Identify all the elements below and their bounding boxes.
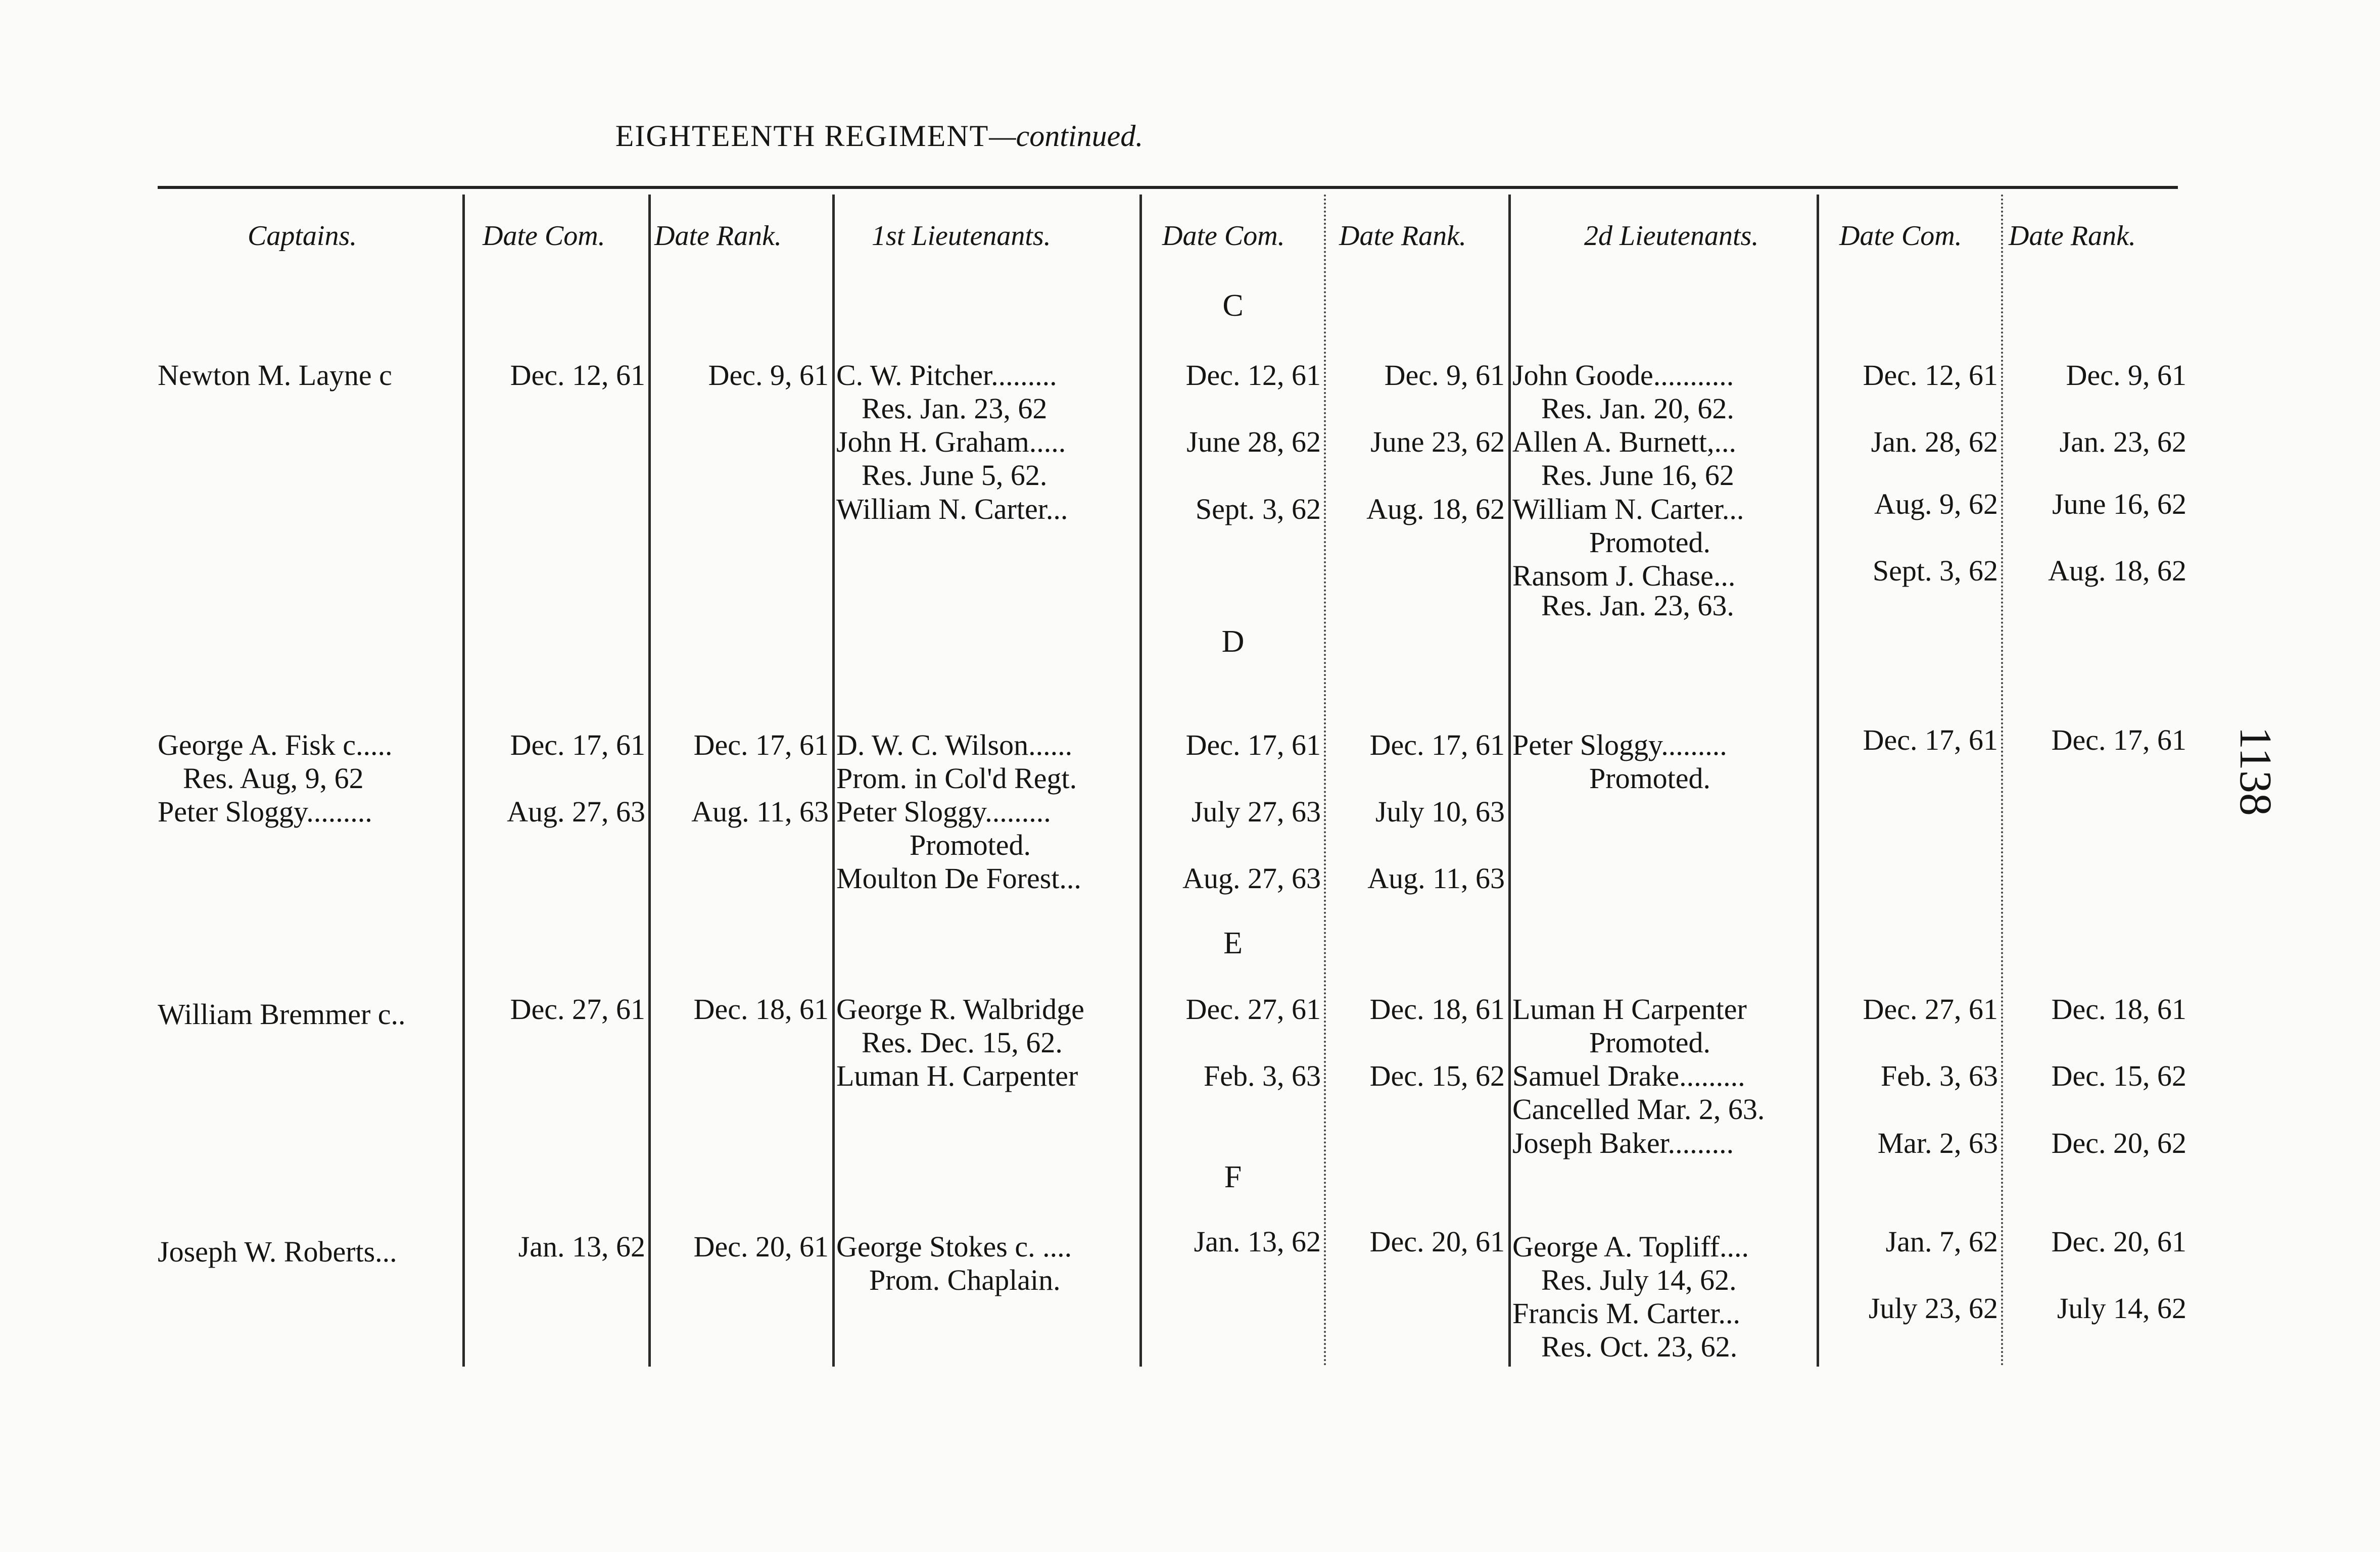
captain-name: Newton M. Layne c <box>158 359 392 392</box>
date-rank: Dec. 9, 61 <box>2066 359 2186 392</box>
page-title <box>0 119 1758 154</box>
date-com: Aug. 9, 62 <box>1874 488 1998 520</box>
captain-note: Res. Aug, 9, 62 <box>183 762 364 795</box>
date-com: Dec. 12, 61 <box>510 359 645 392</box>
second-lieutenant-note: Cancelled Mar. 2, 63. <box>1512 1093 1765 1126</box>
lieutenant-note: Promoted. <box>910 829 1031 861</box>
date-com: Jan. 7, 62 <box>1885 1225 1998 1258</box>
header-date-com: Date Com. <box>1162 220 1285 252</box>
lieutenant-name: Moulton De Forest... <box>836 862 1081 895</box>
lieutenant-note: Prom. Chaplain. <box>869 1264 1061 1296</box>
date-com: Dec. 27, 61 <box>510 993 645 1026</box>
second-lieutenant-note: Promoted. <box>1589 1026 1711 1059</box>
column-divider <box>832 195 835 1367</box>
date-rank: Dec. 18, 61 <box>2051 993 2186 1026</box>
header-date-com: Date Com. <box>483 220 605 252</box>
date-rank: Dec. 17, 61 <box>2051 723 2186 756</box>
title-continued: —continued. <box>989 119 1144 153</box>
date-com: Aug. 27, 63 <box>1182 862 1321 895</box>
captain-name: George A. Fisk c..... <box>158 729 393 761</box>
second-lieutenant-name: Peter Sloggy......... <box>1512 729 1727 761</box>
lieutenant-name: George R. Walbridge <box>836 993 1084 1026</box>
lieutenant-name: Luman H. Carpenter <box>836 1059 1078 1092</box>
second-lieutenant-note: Promoted. <box>1589 526 1711 559</box>
date-com: Jan. 28, 62 <box>1871 425 1998 458</box>
date-rank: Dec. 18, 61 <box>1369 993 1505 1026</box>
date-rank: June 23, 62 <box>1370 425 1505 458</box>
second-lieutenant-name: Samuel Drake......... <box>1512 1059 1745 1092</box>
second-lieutenant-name: Allen A. Burnett,... <box>1512 425 1737 458</box>
lieutenant-note: Res. Dec. 15, 62. <box>862 1026 1063 1059</box>
date-com: Sept. 3, 62 <box>1195 493 1321 525</box>
date-rank: Dec. 15, 62 <box>1369 1059 1505 1092</box>
date-rank: Aug. 18, 62 <box>1366 493 1505 525</box>
date-rank: Dec. 20, 62 <box>2051 1127 2186 1159</box>
date-rank: July 14, 62 <box>2057 1292 2186 1325</box>
date-rank: Dec. 20, 61 <box>1369 1225 1505 1258</box>
date-com: Sept. 3, 62 <box>1872 554 1998 587</box>
header-second-lieutenants: 2d Lieutenants. <box>1584 220 1759 252</box>
date-rank: Aug. 18, 62 <box>2048 554 2186 587</box>
date-rank: Dec. 17, 61 <box>693 729 829 761</box>
second-lieutenant-name: Luman H Carpenter <box>1512 993 1747 1026</box>
header-captains: Captains. <box>248 220 357 252</box>
second-lieutenant-note: Res. Jan. 23, 63. <box>1541 589 1734 622</box>
lieutenant-name: William N. Carter... <box>836 493 1068 525</box>
column-divider <box>1324 195 1326 1367</box>
date-rank: Dec. 9, 61 <box>1384 359 1505 392</box>
column-divider <box>648 195 651 1367</box>
second-lieutenant-name: Joseph Baker......... <box>1512 1127 1734 1159</box>
lieutenant-name: D. W. C. Wilson...... <box>836 729 1073 761</box>
second-lieutenant-name: George A. Topliff.... <box>1512 1230 1749 1263</box>
second-lieutenant-name: William N. Carter... <box>1512 493 1744 525</box>
header-date-com: Date Com. <box>1839 220 1962 252</box>
header-date-rank: Date Rank. <box>2009 220 2136 252</box>
captain-name: Joseph W. Roberts... <box>158 1235 397 1268</box>
date-com: Dec. 27, 61 <box>1863 993 1998 1026</box>
date-com: Mar. 2, 63 <box>1877 1127 1998 1159</box>
second-lieutenant-name: John Goode........... <box>1512 359 1734 392</box>
second-lieutenant-note: Res. Oct. 23, 62. <box>1541 1330 1738 1363</box>
header-date-rank: Date Rank. <box>654 220 782 252</box>
column-divider <box>2001 195 2003 1367</box>
date-com: Dec. 27, 61 <box>1185 993 1321 1026</box>
date-rank: Aug. 11, 63 <box>691 795 829 828</box>
second-lieutenant-note: Res. July 14, 62. <box>1541 1264 1737 1296</box>
date-rank: Dec. 20, 61 <box>2051 1225 2186 1258</box>
date-com: Jan. 13, 62 <box>518 1230 645 1263</box>
lieutenant-name: Peter Sloggy......... <box>836 795 1051 828</box>
date-com: Jan. 13, 62 <box>1194 1225 1321 1258</box>
company-letter: D <box>1221 624 1245 659</box>
column-divider <box>1508 195 1511 1367</box>
date-com: Dec. 12, 61 <box>1863 359 1998 392</box>
header-first-lieutenants: 1st Lieutenants. <box>872 220 1051 252</box>
lieutenant-name: C. W. Pitcher......... <box>836 359 1057 392</box>
title-main: EIGHTEENTH REGIMENT <box>615 119 989 153</box>
second-lieutenant-name: Ransom J. Chase... <box>1512 559 1736 592</box>
column-divider <box>1139 195 1142 1367</box>
captain-name: William Bremmer c.. <box>158 998 406 1031</box>
date-rank: Jan. 23, 62 <box>2059 425 2186 458</box>
lieutenant-name: George Stokes c. .... <box>836 1230 1072 1263</box>
date-com: Dec. 17, 61 <box>1863 723 1998 756</box>
lieutenant-note: Prom. in Col'd Regt. <box>836 762 1077 795</box>
date-rank: Dec. 18, 61 <box>693 993 829 1026</box>
date-rank: Dec. 20, 61 <box>693 1230 829 1263</box>
date-com: Aug. 27, 63 <box>507 795 645 828</box>
date-rank: Dec. 17, 61 <box>1369 729 1505 761</box>
second-lieutenant-name: Francis M. Carter... <box>1512 1297 1741 1330</box>
second-lieutenant-note: Promoted. <box>1589 762 1711 795</box>
date-rank: Dec. 15, 62 <box>2051 1059 2186 1092</box>
date-com: July 27, 63 <box>1191 795 1321 828</box>
date-rank: July 10, 63 <box>1375 795 1505 828</box>
date-com: Dec. 12, 61 <box>1185 359 1321 392</box>
date-com: Feb. 3, 63 <box>1204 1059 1321 1092</box>
lieutenant-note: Res. June 5, 62. <box>862 459 1048 492</box>
date-com: June 28, 62 <box>1186 425 1321 458</box>
lieutenant-name: John H. Graham..... <box>836 425 1066 458</box>
date-com: Dec. 17, 61 <box>510 729 645 761</box>
company-letter: E <box>1223 926 1243 960</box>
captain-name: Peter Sloggy......... <box>158 795 372 828</box>
top-rule <box>158 186 2178 189</box>
date-rank: June 16, 62 <box>2052 488 2186 520</box>
lieutenant-note: Res. Jan. 23, 62 <box>862 392 1048 425</box>
date-com: Dec. 17, 61 <box>1185 729 1321 761</box>
page-number: 1138 <box>2230 726 2280 816</box>
company-letter: C <box>1222 288 1244 323</box>
second-lieutenant-note: Res. June 16, 62 <box>1541 459 1734 492</box>
header-date-rank: Date Rank. <box>1339 220 1466 252</box>
date-com: July 23, 62 <box>1868 1292 1998 1325</box>
company-letter: F <box>1224 1160 1242 1194</box>
date-rank: Aug. 11, 63 <box>1367 862 1505 895</box>
date-rank: Dec. 9, 61 <box>708 359 829 392</box>
second-lieutenant-note: Res. Jan. 20, 62. <box>1541 392 1734 425</box>
column-divider <box>1817 195 1819 1367</box>
date-com: Feb. 3, 63 <box>1881 1059 1998 1092</box>
column-divider <box>462 195 465 1367</box>
